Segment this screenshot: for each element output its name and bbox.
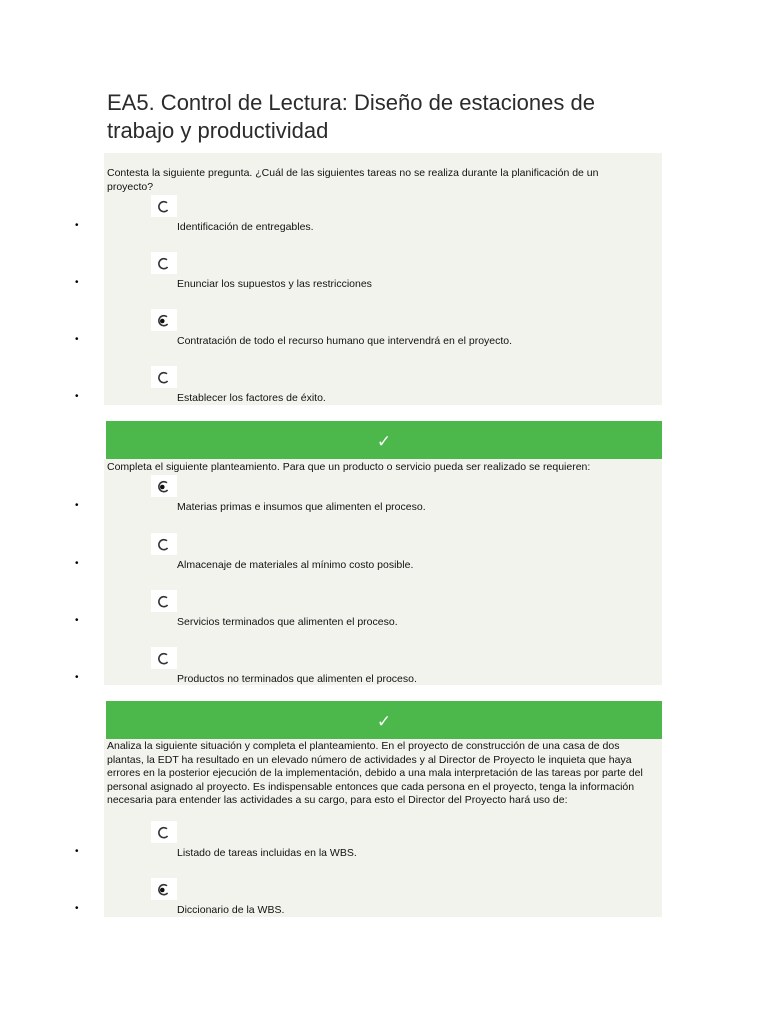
radio-unselected-icon [156, 826, 170, 840]
radio-selected-icon [156, 883, 170, 897]
answer-option-selected[interactable] [75, 475, 655, 515]
option-label: Enunciar los supuestos y las restricciones [177, 278, 372, 290]
radio-unselected-icon [156, 371, 170, 385]
page-title: EA5. Control de Lectura: Diseño de estaciones de trabajo y productividad [107, 90, 595, 143]
answer-option-selected[interactable] [75, 878, 655, 918]
radio-button[interactable] [151, 252, 177, 274]
option-label: Almacenaje de materiales al mínimo costo posible. [177, 559, 414, 571]
answer-option[interactable] [75, 252, 655, 292]
bullet: • [75, 277, 79, 288]
answer-option[interactable] [75, 647, 655, 687]
radio-unselected-icon [156, 538, 170, 552]
radio-unselected-icon [156, 595, 170, 609]
option-label: Diccionario de la WBS. [177, 904, 285, 916]
option-label: Productos no terminados que alimenten el proceso. [177, 673, 417, 685]
radio-unselected-icon [156, 200, 170, 214]
radio-button[interactable] [151, 533, 177, 555]
correct-answer-bar [106, 421, 662, 459]
radio-selected-icon [156, 314, 170, 328]
question-text: Completa el siguiente planteamiento. Para que un producto o servicio pueda ser realizado se requieren: [107, 461, 591, 473]
radio-unselected-icon [156, 652, 170, 666]
bullet: • [75, 672, 79, 683]
question-text: Contesta la siguiente pregunta. ¿Cuál de las siguientes tareas no se realiza durante la planificación de un proyecto? [107, 167, 599, 193]
option-label: Identificación de entregables. [177, 221, 314, 233]
option-label: Establecer los factores de éxito. [177, 392, 326, 404]
radio-selected-icon [156, 480, 170, 494]
bullet: • [75, 903, 79, 914]
radio-button[interactable] [151, 475, 177, 497]
question-1 [75, 153, 662, 405]
radio-button[interactable] [151, 821, 177, 843]
radio-button[interactable] [151, 878, 177, 900]
question-2 [75, 459, 662, 685]
answer-option[interactable] [75, 195, 655, 235]
bullet: • [75, 220, 79, 231]
radio-unselected-icon [156, 257, 170, 271]
bullet: • [75, 334, 79, 345]
checkmark-icon: ✓ [376, 712, 392, 732]
radio-button[interactable] [151, 590, 177, 612]
radio-button[interactable] [151, 195, 177, 217]
radio-button[interactable] [151, 366, 177, 388]
option-label: Servicios terminados que alimenten el proceso. [177, 616, 398, 628]
bullet: • [75, 615, 79, 626]
bullet: • [75, 500, 79, 511]
answer-option[interactable] [75, 366, 655, 406]
option-label: Materias primas e insumos que alimenten el proceso. [177, 501, 426, 513]
option-label: Contratación de todo el recurso humano que intervendrá en el proyecto. [177, 335, 513, 347]
answer-option[interactable] [75, 533, 655, 573]
bullet: • [75, 846, 79, 857]
radio-button[interactable] [151, 647, 177, 669]
radio-button[interactable] [151, 309, 177, 331]
checkmark-icon: ✓ [376, 432, 392, 452]
question-3 [75, 739, 662, 917]
option-label: Listado de tareas incluidas en la WBS. [177, 847, 357, 859]
correct-answer-bar [106, 701, 662, 739]
bullet: • [75, 391, 79, 402]
question-text: Analiza la siguiente situación y completa el planteamiento. En el proyecto de construcción de una casa de dos plantas, la EDT ha resultado en un elevado número de actividades y al Director de Proyecto le inquieta que haya errores en la posterior ejecución de la implementación, debido a una mala interpretación de las tareas por parte del personal asignado al proyecto. Es indispensable entonces que cada persona en el proyecto, tenga la información necesaria para entender las actividades a su cargo, para esto el Director del Proyecto hará uso de: [107, 740, 643, 806]
answer-option[interactable] [75, 590, 655, 630]
answer-option-selected[interactable] [75, 309, 655, 349]
bullet: • [75, 558, 79, 569]
answer-option[interactable] [75, 821, 655, 861]
